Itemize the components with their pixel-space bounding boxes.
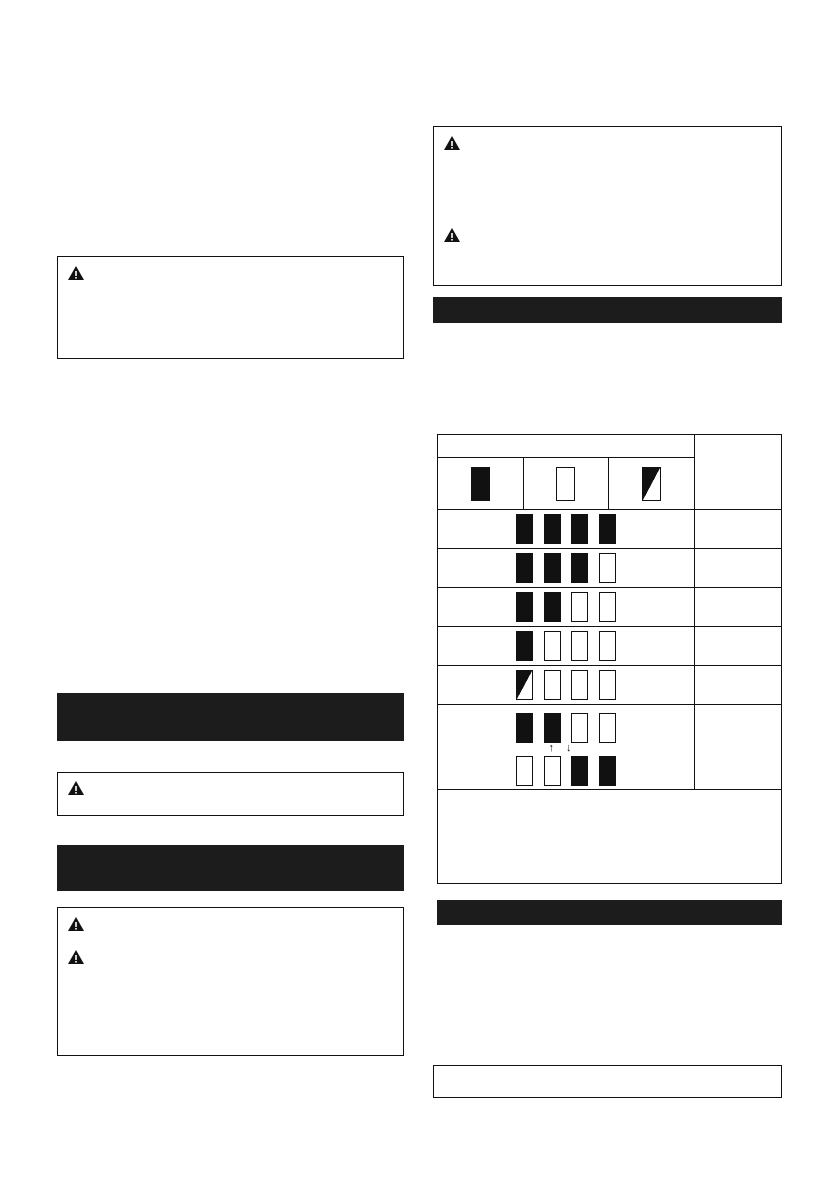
lamp: [516, 713, 533, 743]
lamp: [516, 756, 533, 786]
row-lamps-5: [438, 666, 695, 705]
left-section-bar-2: [57, 845, 404, 891]
lamp: [544, 670, 561, 700]
legend-cell-blink: [609, 458, 695, 510]
row-lamps-4: [438, 627, 695, 666]
legend-cell-on: [438, 458, 524, 510]
lamp: [516, 592, 533, 622]
right-section-bar-1: [433, 297, 782, 323]
left-warning-box-3: [57, 907, 404, 1056]
left-section-bar-1: [57, 693, 404, 741]
lamp-indicator-off: [556, 467, 575, 501]
row-status-1: [695, 510, 782, 549]
lamp: [571, 756, 588, 786]
lamp: [516, 553, 533, 583]
lamp: [544, 631, 561, 661]
table-row: [438, 549, 782, 588]
lamp: [544, 756, 561, 786]
left-section-bar-2-label: [57, 845, 404, 853]
left-section-bar-1-label: [57, 693, 404, 701]
table-row: [438, 510, 782, 549]
table-row: [438, 666, 782, 705]
row-status-3: [695, 588, 782, 627]
lamp: [544, 514, 561, 544]
row-status-4: [695, 627, 782, 666]
lamp: [571, 670, 588, 700]
warning-triangle-icon: [67, 265, 85, 281]
row-lamps-1: [438, 510, 695, 549]
indicator-status-table: [437, 434, 782, 794]
table-header-row: [438, 435, 782, 458]
right-note-box: [437, 789, 782, 884]
table-row: [438, 627, 782, 666]
row-lamps-3: [438, 588, 695, 627]
lamp: [544, 553, 561, 583]
lamp: [599, 631, 616, 661]
row-status-6: [695, 705, 782, 794]
table-row: [438, 705, 782, 794]
legend-cell-off: [523, 458, 609, 510]
header-top-label-cell: [438, 435, 695, 458]
table-row: [438, 588, 782, 627]
lamp: [516, 631, 533, 661]
lamp: [599, 756, 616, 786]
lamp: [571, 713, 588, 743]
row-lamps-6-bottom: [438, 756, 694, 786]
left-warning-box-1: [57, 256, 404, 359]
lamp: [599, 514, 616, 544]
blink-arrows-icon: ↑↓: [548, 741, 584, 754]
left-warning-box-2: [57, 772, 404, 816]
row-status-5: [695, 666, 782, 705]
lamp: [516, 670, 533, 700]
warning-triangle-icon: [443, 227, 461, 243]
warning-triangle-icon: [67, 916, 85, 932]
row-lamps-2: [438, 549, 695, 588]
warning-triangle-icon: [67, 949, 85, 965]
lamp: [571, 592, 588, 622]
lamp: [544, 713, 561, 743]
lamp: [599, 592, 616, 622]
right-section-bar-2: [437, 900, 782, 925]
row-lamps-6: [438, 705, 695, 794]
right-footer-box: [433, 1065, 782, 1098]
right-section-bar-2-label: [437, 900, 782, 908]
right-section-bar-1-label: [433, 297, 782, 305]
lamp: [544, 592, 561, 622]
lamp: [599, 670, 616, 700]
lamp: [571, 514, 588, 544]
lamp-indicator-on: [471, 467, 490, 501]
lamp-indicator-blinking: [642, 467, 661, 501]
right-warning-box-top: [433, 126, 782, 286]
warning-triangle-icon: [443, 135, 461, 151]
lamp: [599, 713, 616, 743]
lamp: [571, 553, 588, 583]
row-status-2: [695, 549, 782, 588]
warning-triangle-icon: [67, 780, 85, 796]
lamp: [599, 553, 616, 583]
header-right-label-cell: [695, 435, 782, 510]
lamp: [516, 514, 533, 544]
row-lamps-6-top: [438, 713, 694, 743]
lamp: [571, 631, 588, 661]
